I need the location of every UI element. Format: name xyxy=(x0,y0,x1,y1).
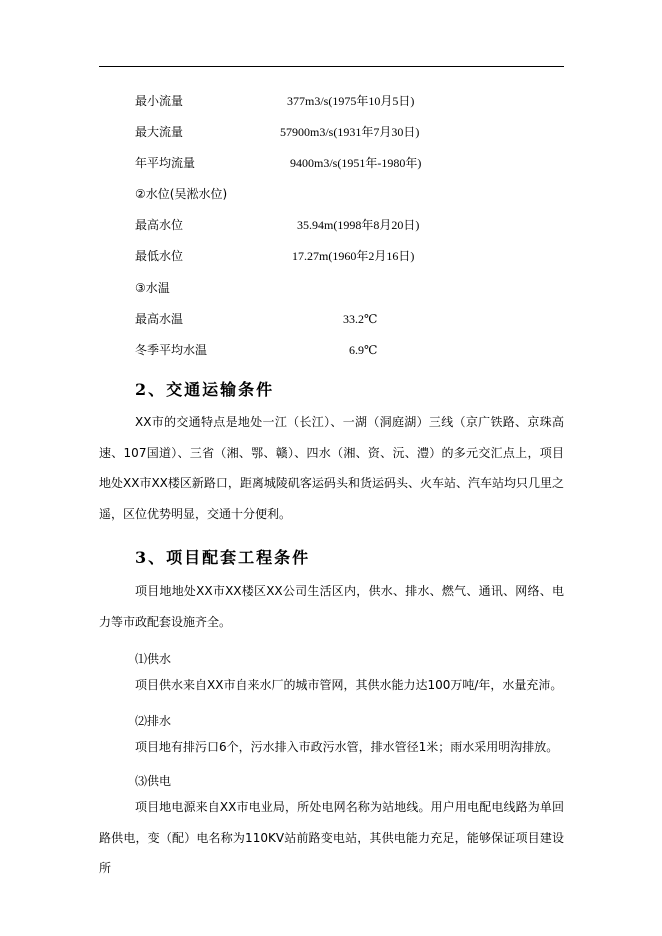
min-level-label: 最低水位 xyxy=(135,249,184,263)
drainage-text: 项目地有排污口6个，污水排入市政污水管，排水管径1米；雨水采用明沟排放。 xyxy=(135,740,559,754)
header-rule xyxy=(99,66,564,67)
avg-flow-label: 年平均流量 xyxy=(135,156,196,170)
max-level-value: 35.94m(1998年8月20日) xyxy=(297,218,420,232)
max-flow-value: 57900m3/s(1931年7月30日) xyxy=(280,125,420,139)
max-flow-label: 最大流量 xyxy=(135,125,184,139)
avg-flow-value: 9400m3/s(1951年-1980年) xyxy=(290,156,422,170)
section2-text: XX市的交通特点是地处一江（长江）、一湖（洞庭湖）三线（京广铁路、京珠高速、107国道）、三省（湘、鄂、赣）、四水（湘、资、沅、澧）的多元交汇点上，项目地处XX市XX楼区新路口，距离城陵矶客运码头和货运码头、火车站、汽车站均只几里之遥，区位优势明显，交通十分便利。 xyxy=(99,415,564,521)
power-block xyxy=(99,792,564,884)
winter-temp-value: 6.9℃ xyxy=(349,343,378,357)
min-flow-label: 最小流量 xyxy=(135,94,184,108)
drainage-block xyxy=(99,732,564,763)
min-level-value: 17.27m(1960年2月16日) xyxy=(292,249,415,263)
water-supply-block xyxy=(99,670,564,701)
water-level-title: ②水位(吴淞水位) xyxy=(135,187,228,201)
water-temp-title: ③水温 xyxy=(135,281,170,295)
section2-heading: 2、交通运输条件 xyxy=(135,380,275,399)
power-text: 项目地电源来自XX市电业局，所处电网名称为站地线。用户用电配电线路为单回路供电，变（配）电名称为110KV站前路变电站，其供电能力充足，能够保证项目建设所 xyxy=(99,800,564,875)
section3-heading: 3、项目配套工程条件 xyxy=(135,548,311,567)
water-supply-text: 项目供水来自XX市自来水厂的城市管网，其供水能力达100万吨/年，水量充沛。 xyxy=(135,678,563,692)
section3-intro-block xyxy=(99,576,564,637)
drainage-title: ⑵排水 xyxy=(135,714,172,728)
section3-intro: 项目地地处XX市XX楼区XX公司生活区内，供水、排水、燃气、通讯、网络、电力等市政配套设施齐全。 xyxy=(99,584,564,629)
power-title: ⑶供电 xyxy=(135,774,172,788)
max-level-label: 最高水位 xyxy=(135,218,184,232)
water-supply-title: ⑴供水 xyxy=(135,652,172,666)
max-temp-value: 33.2℃ xyxy=(343,312,378,326)
winter-temp-label: 冬季平均水温 xyxy=(135,343,208,357)
min-flow-value: 377m3/s(1975年10月5日) xyxy=(287,94,415,108)
section2-paragraph xyxy=(99,407,564,529)
max-temp-label: 最高水温 xyxy=(135,312,184,326)
